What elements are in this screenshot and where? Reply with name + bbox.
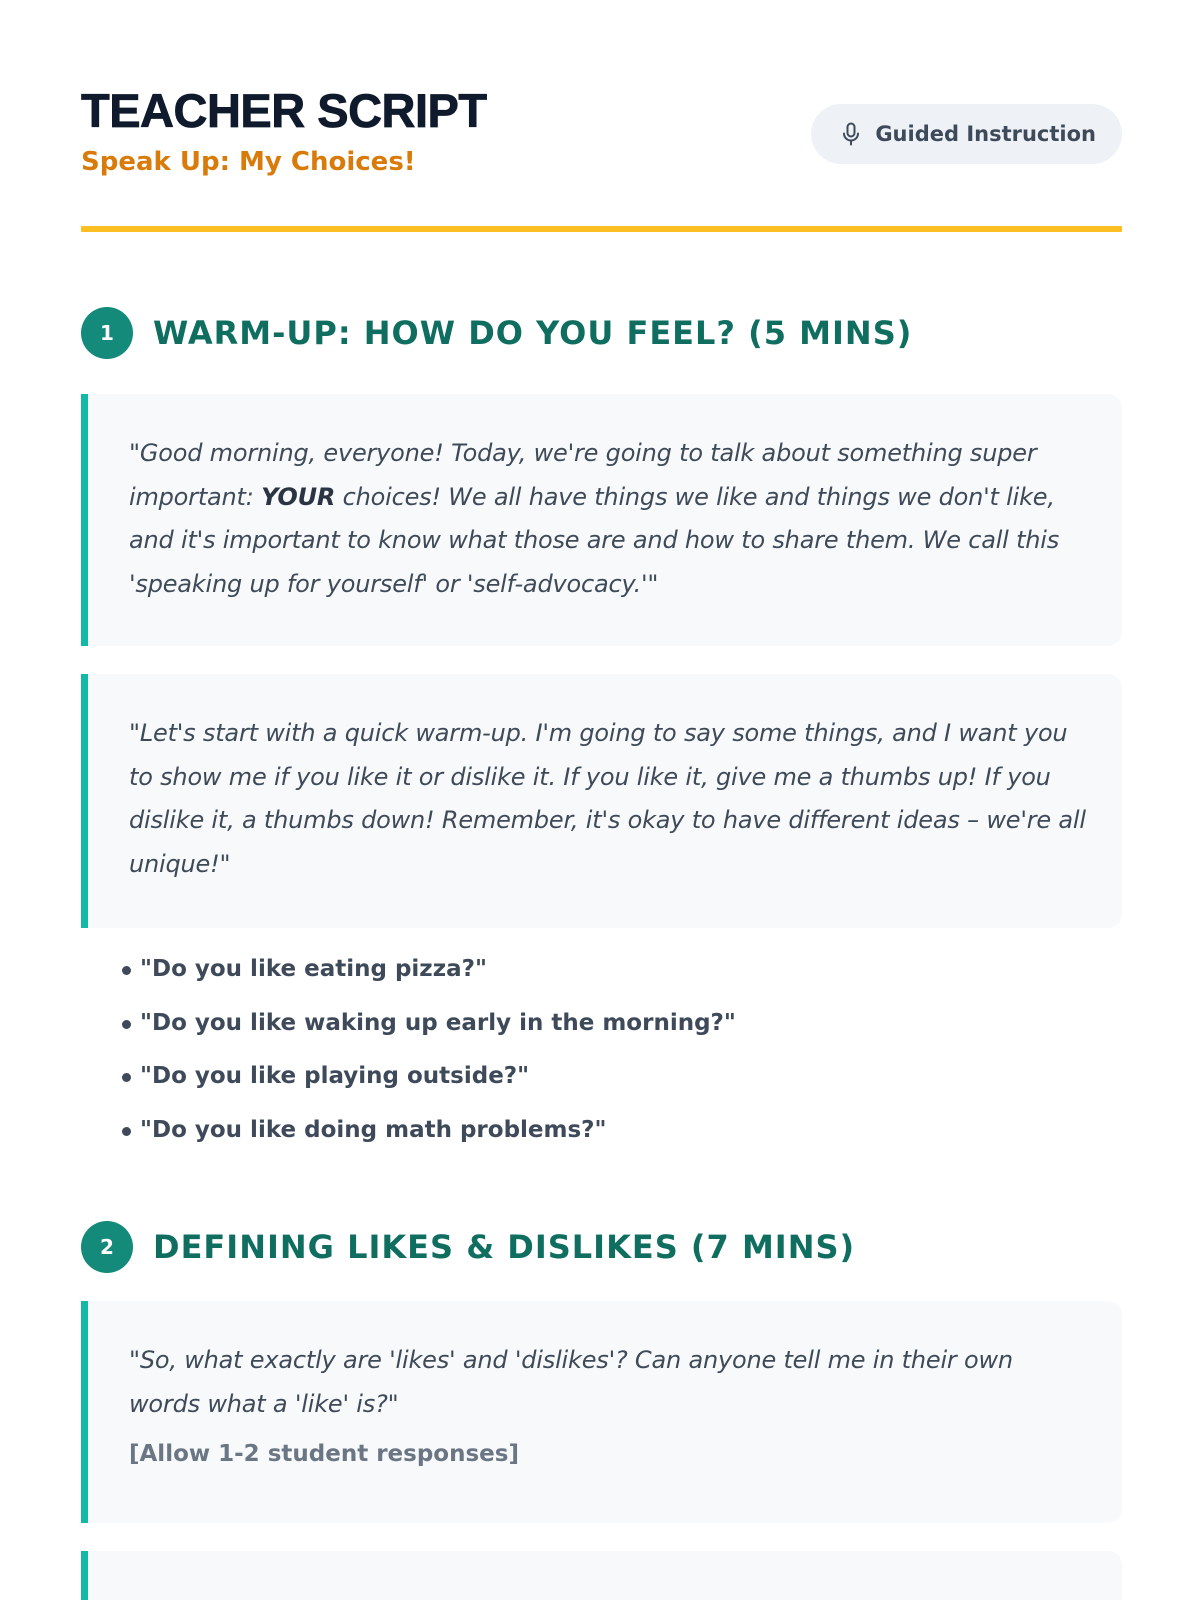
page-header [81,86,1122,234]
list-item: "Do you like doing math problems?" [120,1115,736,1169]
guided-instruction-badge [811,104,1122,164]
script-quote-1 [81,394,1122,646]
bullet-icon [122,1127,131,1136]
warm-up-questions-list [120,954,736,1168]
quote-text: "Good morning, everyone! Today, we're going to talk about something super important: YOUR choices! We all have things we like and things we don't like, and it's important to know what those are and how to share them. We call this 'speaking up for yourself' or 'self-advocacy.'" [129,439,1060,598]
section-number-badge: 1 [81,307,133,359]
script-quote-4 [81,1551,1122,1600]
section-title: DEFINING LIKES & DISLIKES (7 MINS) [153,1228,856,1266]
microphone-icon [841,121,861,147]
page-subtitle: Speak Up: My Choices! [81,147,416,177]
page-title: TEACHER SCRIPT [81,84,487,137]
section-2-heading [81,1221,855,1273]
section-1-heading [81,307,912,359]
quote-text: "So, what exactly are 'likes' and 'dislikes'? Can anyone tell me in their own words what a 'like' is?" [129,1346,1013,1418]
list-item: "Do you like waking up early in the morning?" [120,1008,736,1062]
teacher-note: [Allow 1-2 student responses] [129,1441,519,1467]
header-divider [81,226,1122,232]
script-quote-2 [81,674,1122,928]
bullet-icon [122,1073,131,1082]
section-title: WARM-UP: HOW DO YOU FEEL? (5 MINS) [153,314,913,352]
bullet-icon [122,966,131,975]
section-number-badge: 2 [81,1221,133,1273]
badge-label: Guided Instruction [875,122,1096,146]
list-item: "Do you like eating pizza?" [120,954,736,1008]
quote-emphasis: YOUR [261,482,336,511]
bullet-icon [122,1020,131,1029]
list-item: "Do you like playing outside?" [120,1061,736,1115]
script-quote-3 [81,1301,1122,1523]
quote-text: "Let's start with a quick warm-up. I'm going to say some things, and I want you to show me if you like it or dislike it. If you like it, give me a thumbs up! If you dislike it, a thumbs down! Remember, it's okay to have different ideas – we're all unique!" [129,719,1086,878]
